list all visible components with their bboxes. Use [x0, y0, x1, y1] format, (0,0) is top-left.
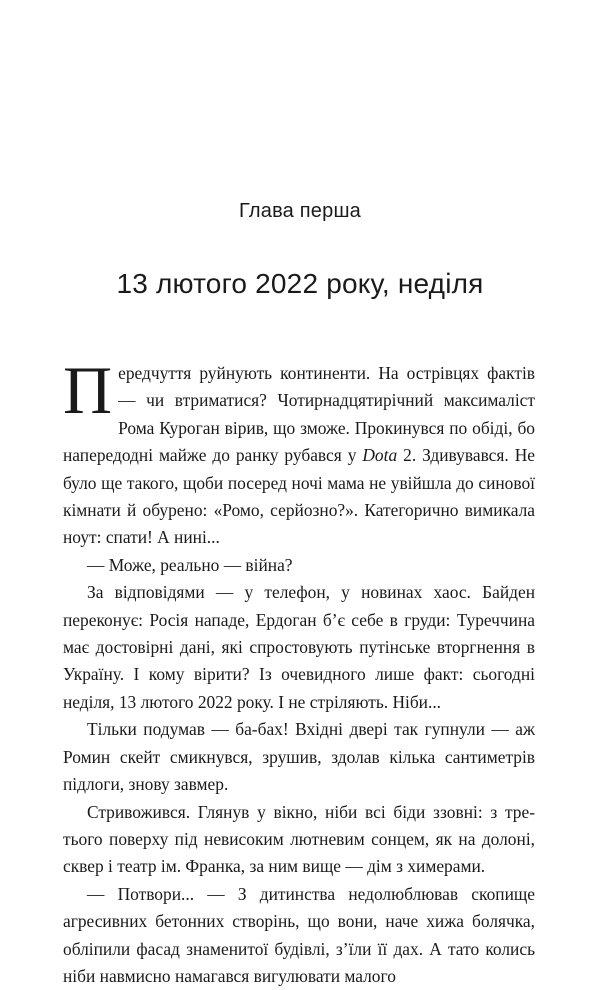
chapter-title: 13 лютого 2022 року, неділя	[116, 268, 484, 299]
paragraph-text: 2. Здивувався. Не було ще такого, щоби посеред ночі мама не увійшла до синової кімнати й обурено: «Ромо, серйозно?». Категорично вимикала ноут: спати! А нині...	[63, 445, 535, 548]
paragraph: — Може, реально — війна?	[87, 554, 293, 575]
paragraph-text: ередчуття руйнують континенти. На острівцях фактів — чи втриматися? Чотирнадцятирічний максималіст Рома Куроган вірив, що зможе. Прокинувся по обіді, бо напередодні майже до ранку рубався у	[63, 363, 535, 466]
paragraph: За відповідями — у телефон, у новинах хаос. Байден переконує: Росія нападе, Ердоган б’є себе в груди: Туреччина має достовірні дані, які спростовують путінське вторгнення в Україну. І кому вірити? Із очевидного лише факт: сьогодні неділя, 13 лютого 2022 року. І не стріляють. Ніби...	[63, 582, 535, 712]
drop-cap: П	[63, 352, 113, 428]
paragraph: — Потвори... — З дитинства недолюблював скопище агресивних бетонних створінь, що вони, наче хижа болячка, обліпили фасад знаменитої будівлі, з’їли її дах. А тато колись ніби навмисно намагався вигулювати малого	[63, 883, 535, 986]
paragraph	[63, 352, 535, 552]
paragraph: Тільки подумав — ба-бах! Вхідні двері так гупнули — аж Ромин скейт смикнувся, зрушив, здолав кілька сантиметрів підлоги, знову завмер.	[63, 719, 535, 795]
chapter-text	[63, 352, 535, 990]
game-title: Dota	[362, 445, 398, 466]
chapter-label: Глава перша	[238, 200, 362, 222]
paragraph: Стривожився. Глянув у вікно, ніби всі біди ззовні: з третього поверху під невисоким лютневим сонцем, як на долоні, сквер і театр ім. Франка, за ним вище — дім з химерами.	[63, 801, 535, 877]
